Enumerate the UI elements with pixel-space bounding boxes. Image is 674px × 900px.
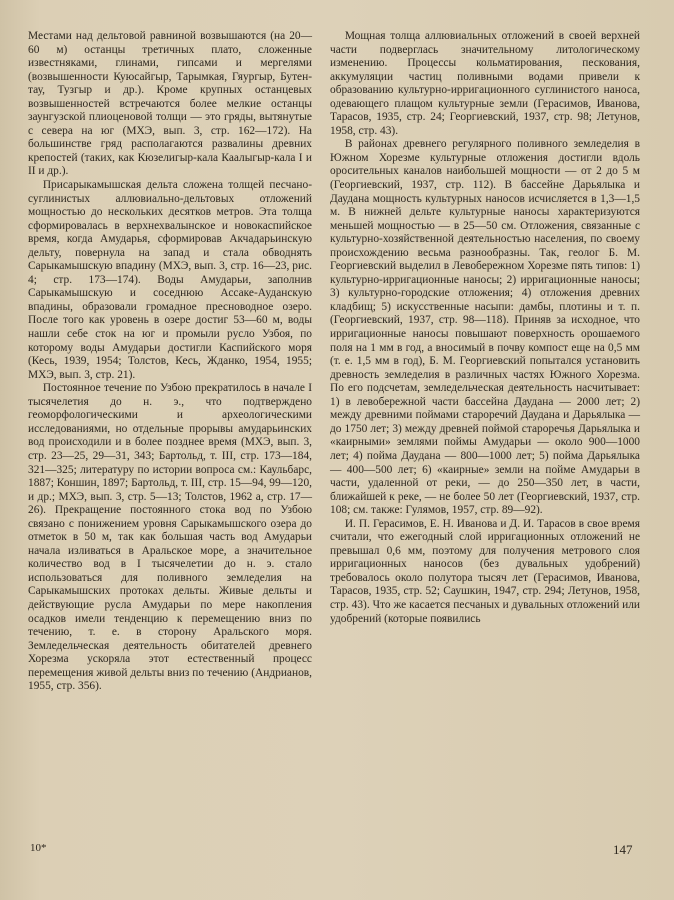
left-paragraph-3: Постоянное течение по Узбою прекратилось в начале I тысячелетия до н. э., что подтверждено геоморфологическими и археологическими исследованиями, но отдельные прорывы амударьинских вод происходили и в более позднее время (МХЭ, вып. 3, стр. 23—25, 29—31, 343; Бартольд, т. III, стр. 173—184, 321—325; литературу по истории вопроса см.: Каульбарс, 1887; Коншин, 1897; Бартольд, т. III, стр. 15—94, 99—120, и др.; МХЭ, вып. 3, стр. 5—13; Толстов, 1962 а, стр. 17—26). Прекращение постоянного стока вод по Узбою связано с понижением уровня Сарыкамышского озера до отметок в 50 м, так как большая часть вод Амударьи начала изливаться в Аральское море, а значительное количество вод в I тысячелетии до н. э. стало использоваться для поливного земледелия на Сарыкамышских протоках дельты. Живые дельты и действующие русла Амударьи по мере накопления осадков имели тенденцию к перемещению вниз по течению, т. е. в сторону Аральского моря. Земледельческая деятельность обитателей древнего Хорезма ускоряла этот естественный процесс перемещения живой дельты вниз по течению (Андрианов, 1955, стр. 356). [28, 382, 312, 693]
left-column [28, 30, 312, 694]
right-paragraph-2: В районах древнего регулярного поливного земледелия в Южном Хорезме культурные отложения достигли вдоль оросительных каналов наибольшей мощности — от 2 до 5 м (Георгиевский, 1937, стр. 112). В бассейне Дарьялыка и Даудана мощность культурных наносов исчисляется в 1,3—1,5 м. В нижней дельте культурные наносы характеризуются меньшей мощностью — в 25—50 см. Отложения, связанные с культурно-хозяйственной деятельностью населения, по своему происхождению весьма разнообразны. Так, геолог Б. М. Георгиевский выделил в Левобережном Хорезме пять типов: 1) культурно-ирригационные наносы; 2) ирригационные наносы; 3) культурно-городские отложения; 4) отложения древних кладбищ; 5) искусственные насыпи: дамбы, плотины и т. п. (Георгиевский, 1937, стр. 98—118). Приняв за исходное, что ирригационные наносы повышают поверхность орошаемого поля на 1 мм в год, а вносимый в почву компост еще на 0,5 мм (т. е. 1,5 мм в год), Б. М. Георгиевский попытался установить древность земледелия в различных частях Южного Хорезма. По его подсчетам, земледельческая деятельность насчитывает: 1) в левобережной части бассейна Даудана — 2000 лет; 2) между древними поймами староречий Даудана и Дарьялыка — до 1750 лет; 3) между древней поймой староречья Дарьялыка и «каирными» землями поймы Амударьи — около 900—1000 лет; 4) пойма Даудана — 800—1000 лет; 5) пойма Дарьялыка — 400—500 лет; 6) «каирные» земли на пойме Амударьи в части, удаленной от реки, — до 250—350 лет, в части, ближайшей к реке, — не более 50 лет (Георгиевский, 1937, стр. 108; см. также: Гулямов, 1957, стр. 89—92). [330, 138, 640, 517]
page-number: 147 [613, 842, 633, 857]
left-paragraph-2: Присарыкамышская дельта сложена толщей песчано-суглинистых аллювиально-дельтовых отложений мощностью до нескольких десятков метров. Эта толща сформировалась в верхнехвалынское и новокаспийское время, когда Амударья, сформировав Акчадарьинскую дельту, повернула на запад и стала обводнять Сарыкамышскую впадину (МХЭ, вып. 3, стр. 16—23, рис. 4; стр. 173—174). Воды Амударьи, заполнив Сарыкамышскую и соседнюю Ассаке-Ауданскую впадины, образовали громадное пресноводное озеро. После того как уровень в озере достиг 53—60 м, воды нашли себе сток на юг и промыли русло Узбоя, по которому воды Амударьи достигли Каспийского моря (Кесь, 1939, 1954; Толстов, Кесь, Жданко, 1954, 1955; МХЭ, вып. 3, стр. 21). [28, 179, 312, 381]
right-column [330, 30, 640, 626]
right-paragraph-3: И. П. Герасимов, Е. Н. Иванова и Д. И. Тарасов в свое время считали, что ежегодный слой ирригационных отложений не превышал 0,6 мм, поэтому для получения метрового слоя ирригационных наносов (без дувальных удобрений) требовалось около полутора тысяч лет (Герасимов, Иванова, Тарасов, 1935, стр. 52; Саушкин, 1947, стр. 294; Летунов, 1958, стр. 43). Что же касается песчаных и дувальных отложений или удобрений (которые появились [330, 517, 640, 625]
signature-mark: 10* [30, 842, 47, 854]
left-paragraph-1: Местами над дельтовой равниной возвышаются (на 20—60 м) останцы третичных плато, сложенные известняками, глинами, гипсами и мергелями (возвышенности Куюсайгыр, Тарымкая, Гяургыр, Бутен-тау, Тузгыр и др.). Кроме крупных останцевых возвышенностей встречаются более мелкие останцы заунгузской плиоценовой толщи — это гряды, вытянутые с севера на юг (МХЭ, вып. 3, стр. 162—172). На большинстве гряд располагаются развалины древних крепостей (таких, как Кюзелигыр-кала Каалыгыр-кала I и II и др.). [28, 30, 312, 178]
right-paragraph-1: Мощная толща аллювиальных отложений в своей верхней части подверглась значительному литологическому изменению. Процессы кольматирования, пескования, аккумуляции частиц поливными водами привели к образованию культурно-ирригационного суглинистого наноса, одевающего плащом культурные земли (Герасимов, Иванова, Тарасов, 1935, стр. 24; Георгиевский, 1937, стр. 98; Летунов, 1958, стр. 43). [330, 30, 640, 137]
